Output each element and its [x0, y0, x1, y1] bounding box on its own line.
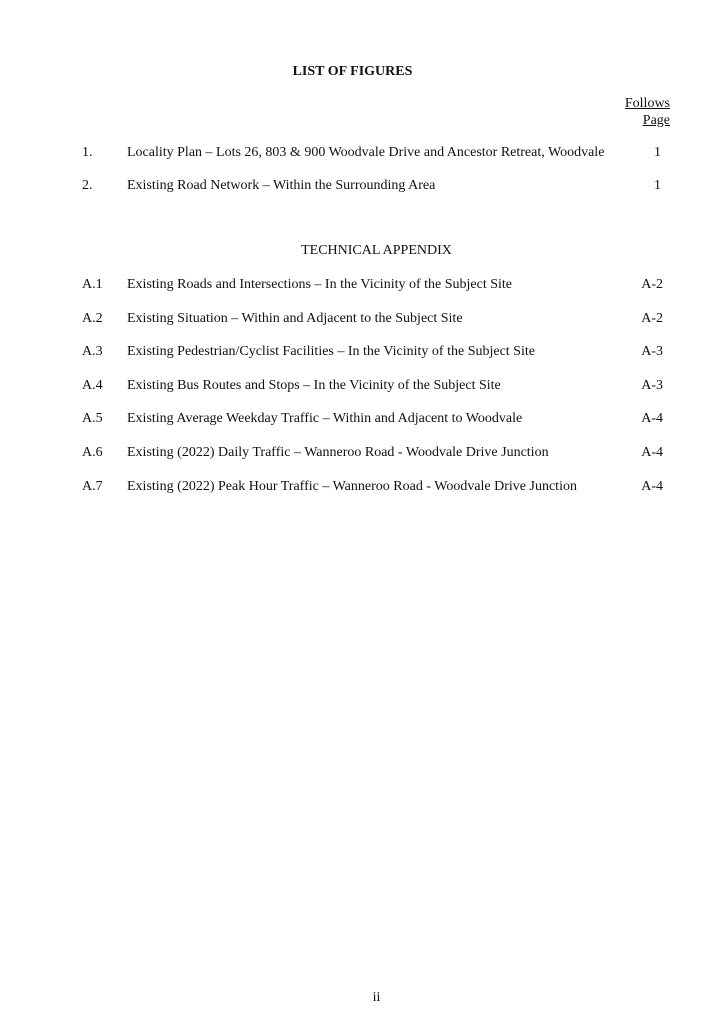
- figure-number: A.1: [82, 277, 103, 292]
- figure-page: A-2: [641, 277, 663, 292]
- appendix-row-a5: [0, 410, 705, 428]
- figure-title: Existing Pedestrian/Cyclist Facilities – In the Vicinity of the Subject Site: [127, 344, 535, 359]
- figure-number: A.3: [82, 344, 103, 359]
- figure-title: Existing Average Weekday Traffic – Within and Adjacent to Woodvale: [127, 411, 523, 426]
- figure-page: A-4: [641, 479, 663, 494]
- appendix-row-a6: [0, 444, 705, 462]
- figure-title: Locality Plan – Lots 26, 803 & 900 Woodvale Drive and Ancestor Retreat, Woodvale: [127, 145, 605, 160]
- figure-page: A-4: [641, 445, 663, 460]
- figure-row-1: [0, 144, 705, 162]
- follows-page-header: [625, 95, 670, 129]
- figure-title: Existing Road Network – Within the Surrounding Area: [127, 178, 436, 193]
- appendix-row-a2: [0, 310, 705, 328]
- figure-title: Existing Bus Routes and Stops – In the Vicinity of the Subject Site: [127, 378, 501, 393]
- follows-label: Follows: [624, 96, 670, 111]
- appendix-row-a3: [0, 343, 705, 361]
- figure-title: Existing (2022) Daily Traffic – Wanneroo Road - Woodvale Drive Junction: [127, 445, 549, 460]
- figure-number: A.7: [82, 479, 103, 494]
- figure-page: A-3: [641, 344, 663, 359]
- figure-title: Existing (2022) Peak Hour Traffic – Wanneroo Road - Woodvale Drive Junction: [127, 479, 577, 494]
- figure-row-2: [0, 177, 705, 195]
- technical-appendix-heading: TECHNICAL APPENDIX: [301, 243, 452, 258]
- figure-page: A-3: [641, 378, 663, 393]
- appendix-row-a7: [0, 478, 705, 496]
- page-title: LIST OF FIGURES: [292, 64, 413, 79]
- appendix-row-a1: [0, 276, 705, 294]
- figure-number: A.2: [82, 311, 103, 326]
- page-number-footer: ii: [372, 990, 381, 1005]
- figure-title: Existing Roads and Intersections – In the Vicinity of the Subject Site: [127, 277, 513, 292]
- appendix-row-a4: [0, 377, 705, 395]
- figure-title: Existing Situation – Within and Adjacent to the Subject Site: [127, 311, 463, 326]
- figure-number: A.6: [82, 445, 103, 460]
- figure-number: A.4: [82, 378, 103, 393]
- figure-page: 1: [654, 178, 661, 193]
- figure-number: 1.: [82, 145, 93, 160]
- figure-number: A.5: [82, 411, 103, 426]
- figure-number: 2.: [82, 178, 93, 193]
- page-label: Page: [642, 113, 670, 128]
- figure-page: 1: [654, 145, 661, 160]
- figure-page: A-2: [641, 311, 663, 326]
- figure-page: A-4: [641, 411, 663, 426]
